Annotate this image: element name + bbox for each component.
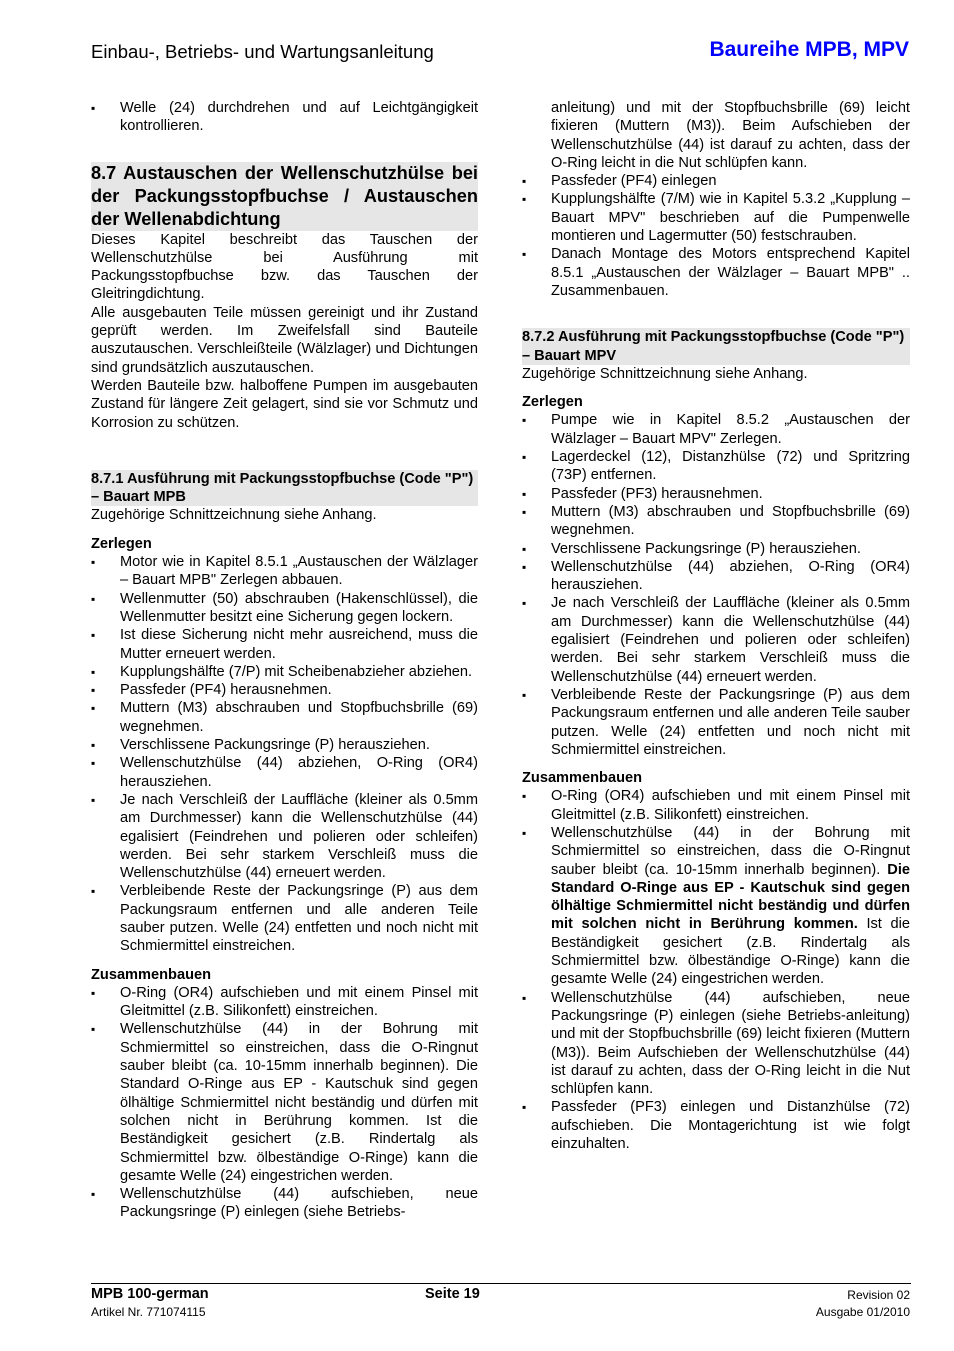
list-item: ▪ Wellenmutter (50) abschrauben (Hakenschlüssel), die Wellenmutter besitzt eine Sicherung gegen lockern. (91, 590, 478, 627)
footer-model: MPB 100-german (91, 1286, 209, 1302)
assemble-list (91, 984, 478, 1222)
list-item: ▪ O-Ring (OR4) aufschieben und mit einem Pinsel mit Gleitmittel (z.B. Silikonfett) einstreichen. (522, 787, 910, 824)
list-item: ▪ Kupplungshälfte (7/P) mit Scheibenabzieher abziehen. (91, 663, 478, 681)
list-item: ▪ Passfeder (PF3) einlegen und Distanzhülse (72) aufschieben. Die Montagerichtung ist wie folgt einzuhalten. (522, 1098, 910, 1153)
page-header (91, 38, 909, 68)
disassemble-list (522, 411, 910, 759)
list-item-text: Wellenschutzhülse (44) in der Bohrung mit Schmiermittel so einstreichen, dass die O-Ringnut sauber bleibt (ca. 10-15mm innerhalb beginnen). (551, 824, 910, 878)
paragraph: Werden Bauteile bzw. halboffene Pumpen im ausgebauten Zustand für längere Zeit gelagert, sind sie vor Schmutz und Korrosion zu schützen. (91, 377, 478, 431)
list-item: ▪ Passfeder (PF4) herausnehmen. (91, 681, 478, 699)
warning-text: Die Standard O-Ringe aus EP - Kautschuk sind gegen ölhältige Schmiermittel nicht beständig und dürfen mit solchen nicht in Berührung kommen. (551, 861, 910, 933)
paragraph: Alle ausgebauten Teile müssen gereinigt und ihr Zustand geprüft werden. Im Zweifelsfall sind Bauteile auszutauschen. Verschleißteile (Wälzlager) und Dichtungen sind grundsätzlich auszutauschen. (91, 304, 478, 376)
list-item: ▪ Verbleibende Reste der Packungsringe (P) aus dem Packungsraum entfernen und alle anderen Teile sauber putzen. Welle (24) entfetten und noch nicht mit Schmiermittel einstreichen. (522, 686, 910, 759)
list-item: ▪ O-Ring (OR4) aufschieben und mit einem Pinsel mit Gleitmittel (z.B. Silikonfett) einstreichen. (91, 984, 478, 1021)
list-item: ▪ Wellenschutzhülse (44) in der Bohrung mit Schmiermittel so einstreichen, dass die O-Ringnut sauber bleibt (ca. 10-15mm innerhalb beginnen). Die Standard O-Ringe aus EP - Kautschuk sind gegen ölhältige Schmiermittel nicht beständig und dürfen mit solchen nicht in Berührung kommen. Ist die Beständigkeit gesichert (z.B. Rindertalg als Schmiermittel bzw. ölbeständige O-Ringe) kann die gesamte Welle (24) eingestrichen werden. (91, 1020, 478, 1185)
subsection-heading-8-7-1: 8.7.1 Ausführung mit Packungsstopfbuchse (Code "P") – Bauart MPB (91, 470, 478, 507)
series-title: Baureihe MPB, MPV (709, 38, 909, 61)
list-item: ▪ Muttern (M3) abschrauben und Stopfbuchsbrille (69) wegnehmen. (522, 503, 910, 540)
assemble-label: Zusammenbauen (522, 770, 643, 787)
list-item: ▪ Verbleibende Reste der Packungsringe (P) aus dem Packungsraum entfernen und alle anderen Teile sauber putzen. Welle (24) entfetten und noch nicht mit Schmiermittel einstreichen. (91, 882, 478, 955)
footer-page-number: Seite 19 (425, 1286, 480, 1302)
list-item: ▪ Passfeder (PF3) herausnehmen. (522, 485, 910, 503)
list-item: ▪ Wellenschutzhülse (44) aufschieben, neue Packungsringe (P) einlegen (siehe Betriebs-anleitung) und mit der Stopfbuchsbrille (69) leicht fixieren (Muttern (M3)). Beim Aufschieben der Wellenschutzhülse (44) ist darauf zu achten, dass der O-Ring leicht in die Nut schlüpfen kann. (522, 989, 910, 1099)
list-item-text: Ist die Beständigkeit gesichert (z.B. Rindertalg als Schmiermittel bzw. ölbeständige O-Ringe) kann die gesamte Welle (24) eingestrichen werden. (551, 916, 910, 988)
list-item: ▪ Je nach Verschleiß der Lauffläche (kleiner als 0.5mm am Durchmesser) kann die Wellenschutzhülse (44) egalisiert (Feindrehen und polieren oder schleifen) werden. Bei sehr starkem Verschleiß muss die Wellenschutzhülse (44) erneuert werden. (522, 594, 910, 685)
list-item: ▪ Wellenschutzhülse (44) aufschieben, neue Packungsringe (P) einlegen (siehe Betriebs- (91, 1185, 478, 1222)
list-item: ▪ Kupplungshälfte (7/M) wie in Kapitel 5.3.2 „Kupplung – Bauart MPV" beschrieben auf die Pumpenwelle montieren und Lagermutter (50) festschrauben. (522, 190, 910, 245)
list-item-continued: anleitung) und mit der Stopfbuchsbrille (69) leicht fixieren (Muttern (M3)). Beim Aufschieben der Wellenschutzhülse (44) ist darauf zu achten, dass der O-Ring leicht in die Nut schlüpfen kann. (551, 100, 910, 171)
list-item: ▪ Motor wie in Kapitel 8.5.1 „Austauschen der Wälzlager – Bauart MPB" Zerlegen abbauen. (91, 553, 478, 590)
list-item: ▪ Ist diese Sicherung nicht mehr ausreichend, muss die Mutter erneuert werden. (91, 626, 478, 663)
list-item: ▪ Verschlissene Packungsringe (P) herausziehen. (91, 736, 478, 754)
section-heading-8-7: 8.7 Austauschen der Wellenschutzhülse bei der Packungsstopfbuchse / Austauschen der Wellenabdichtung (91, 162, 478, 229)
paragraph: Dieses Kapitel beschreibt das Tauschen der Wellenschutzhülse bei Ausführung mit Packungsstopfbuchse bzw. das Tauschen der Gleitringdichtung. (91, 231, 478, 303)
drawing-note: Zugehörige Schnittzeichnung siehe Anhang. (522, 365, 808, 382)
footer-article-number: Artikel Nr. 771074115 (91, 1305, 206, 1319)
list-item (522, 824, 910, 989)
disassemble-list (91, 553, 478, 956)
list-item: ▪ Passfeder (PF4) einlegen (522, 172, 910, 190)
continued-list (522, 99, 910, 300)
disassemble-label: Zerlegen (91, 535, 152, 552)
right-column (522, 99, 910, 1153)
list-item: ▪ Muttern (M3) abschrauben und Stopfbuchsbrille (69) wegnehmen. (91, 699, 478, 736)
subsection-heading-8-7-2: 8.7.2 Ausführung mit Packungsstopfbuchse (Code "P") – Bauart MPV (522, 328, 910, 365)
list-item: ▪ Danach Montage des Motors entsprechend Kapitel 8.5.1 „Austauschen der Wälzlager – Bauart MPB" .. Zusammenbauen. (522, 245, 910, 300)
list-item: ▪ Wellenschutzhülse (44) abziehen, O-Ring (OR4) herausziehen. (522, 558, 910, 595)
assemble-label: Zusammenbauen (91, 966, 212, 983)
assemble-list (522, 787, 910, 1153)
drawing-note: Zugehörige Schnittzeichnung siehe Anhang. (91, 507, 377, 524)
list-item: ▪ Je nach Verschleiß der Lauffläche (kleiner als 0.5mm am Durchmesser) kann die Wellenschutzhülse (44) egalisiert (Feindrehen und polieren oder schleifen) werden. Bei sehr starkem Verschleiß muss die Wellenschutzhülse (44) erneuert werden. (91, 791, 478, 882)
list-item: ▪ Welle (24) durchdrehen und auf Leichtgängigkeit kontrollieren. (91, 99, 478, 136)
left-column (91, 99, 478, 1222)
intro-list (91, 99, 478, 136)
document-title: Einbau-, Betriebs- und Wartungsanleitung (91, 41, 434, 62)
list-item: ▪ Pumpe wie in Kapitel 8.5.2 „Austauschen der Wälzlager – Bauart MPV" Zerlegen. (522, 411, 910, 448)
list-item: ▪ Wellenschutzhülse (44) abziehen, O-Ring (OR4) herausziehen. (91, 754, 478, 791)
footer-revision: Revision 02 (847, 1288, 910, 1302)
footer-issue-date: Ausgabe 01/2010 (815, 1305, 910, 1319)
disassemble-label: Zerlegen (522, 394, 583, 411)
footer-divider (91, 1283, 911, 1284)
list-item: ▪ Verschlissene Packungsringe (P) herausziehen. (522, 540, 910, 558)
list-item: ▪ Lagerdeckel (12), Distanzhülse (72) und Spritzring (73P) entfernen. (522, 448, 910, 485)
